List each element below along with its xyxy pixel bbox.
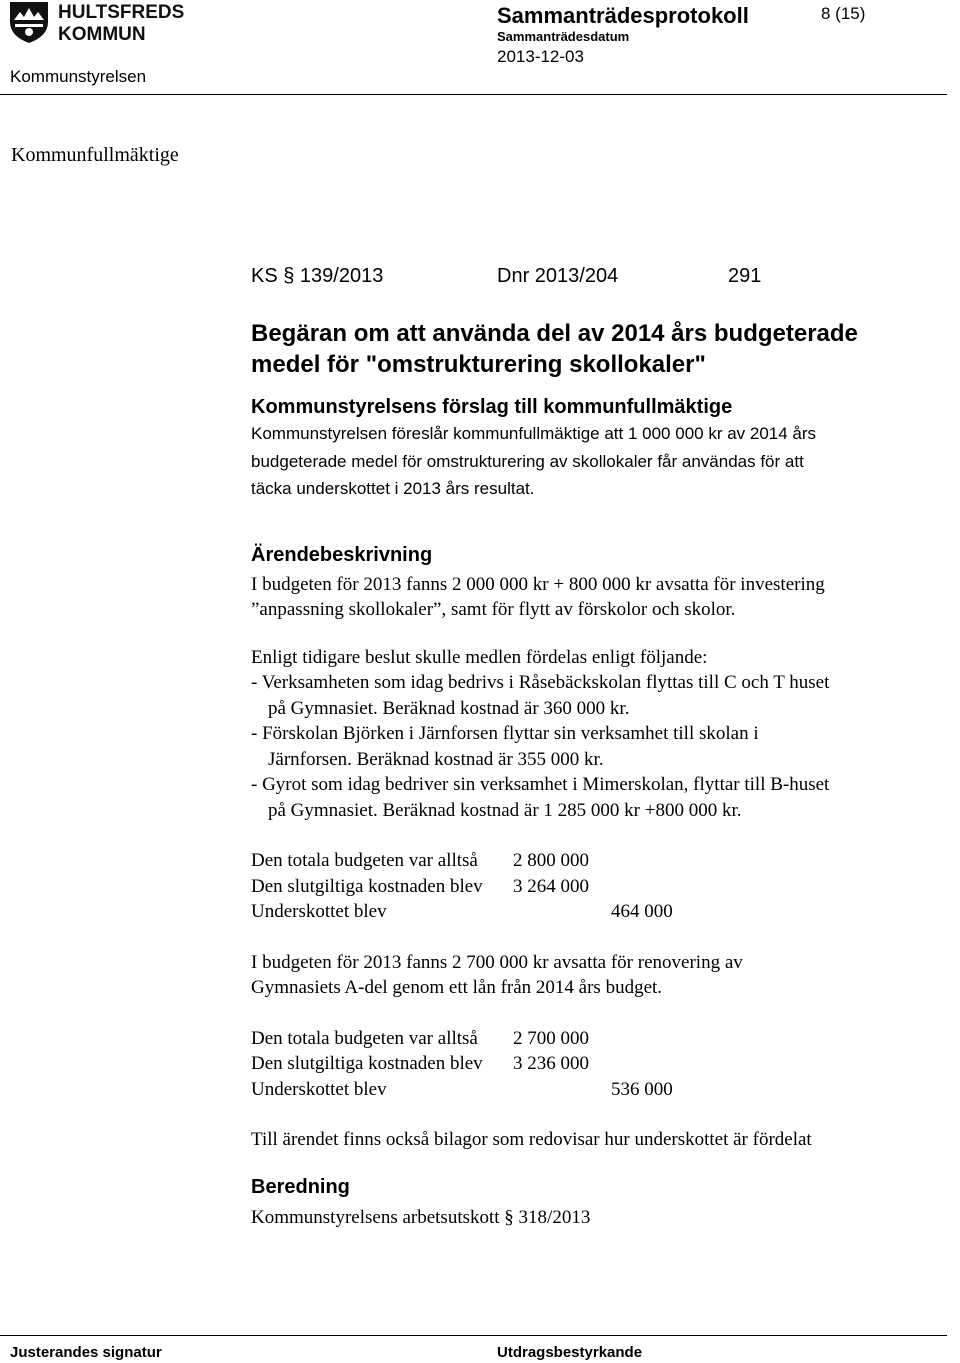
case-title: [251, 318, 941, 380]
list-item-continued: på Gymnasiet. Beräknad kostnad är 1 285 000 kr +800 000 kr.: [268, 799, 742, 821]
summary-value: 3 264 000: [513, 875, 589, 897]
description-heading: Ärendebeskrivning: [251, 543, 433, 566]
footer-divider: [0, 1335, 947, 1336]
allocation-list: [251, 645, 941, 824]
summary-value: 536 000: [611, 1078, 673, 1100]
budget-summary-1: [251, 848, 941, 925]
text-line: täcka underskottet i 2013 års resultat.: [251, 479, 535, 498]
document-body: [251, 318, 941, 1230]
summary-value: 2 700 000: [513, 1027, 589, 1049]
header-divider: [0, 94, 947, 95]
summary-value: 3 236 000: [513, 1053, 589, 1074]
budget-summary-2: [251, 1026, 941, 1103]
summary-row: [251, 1051, 941, 1077]
attachments-note: Till ärendet finns också bilagor som redovisar hur underskottet är fördelat: [251, 1129, 812, 1150]
summary-row: [251, 848, 941, 874]
text-line: Kommunstyrelsen föreslår kommunfullmäktige att 1 000 000 kr av 2014 års: [251, 424, 817, 443]
summary-value: 464 000: [611, 901, 673, 922]
list-item: - Förskolan Björken i Järnforsen flyttar sin verksamhet till skolan i: [251, 723, 759, 744]
paragraph-number: 291: [728, 265, 762, 287]
summary-row: [251, 899, 941, 925]
text-line: budgeterade medel för omstrukturering av skollokaler får användas för att: [251, 451, 804, 471]
meeting-date-label: Sammanträdesdatum: [497, 29, 630, 44]
document-title: Sammanträdesprotokoll: [497, 3, 749, 28]
org-unit: Kommunstyrelsen: [10, 67, 147, 86]
case-number: KS § 139/2013: [251, 265, 384, 287]
coat-of-arms-icon: [8, 0, 186, 44]
page-number: 8 (15): [821, 4, 866, 23]
renovation-paragraph: [251, 950, 941, 1001]
list-item: - Verksamheten som idag bedrivs i Råsebäckskolan flyttas till C och T huset: [251, 672, 830, 693]
preparation-text: Kommunstyrelsens arbetsutskott § 318/2013: [251, 1206, 591, 1228]
svg-text:KOMMUN: KOMMUN: [58, 24, 146, 44]
allocation-intro: Enligt tidigare beslut skulle medlen fördelas enligt följande:: [251, 646, 708, 668]
description-paragraph: [251, 572, 941, 623]
extract-certification-label: Utdragsbestyrkande: [497, 1344, 643, 1361]
summary-row: [251, 1077, 941, 1103]
recipient: Kommunfullmäktige: [11, 144, 179, 166]
summary-row: [251, 1026, 941, 1052]
text-line: Gymnasiets A-del genom ett lån från 2014 års budget.: [251, 977, 663, 998]
list-item-continued: på Gymnasiet. Beräknad kostnad är 360 000 kr.: [268, 697, 630, 719]
summary-label: Den slutgiltiga kostnaden blev: [251, 1053, 483, 1074]
summary-value: 2 800 000: [513, 850, 589, 871]
signature-label: Justerandes signatur: [10, 1344, 162, 1361]
summary-row: [251, 874, 941, 900]
text-line: ”anpassning skollokaler”, samt för flytt av förskolor och skolor.: [251, 599, 736, 620]
list-item-continued: Järnforsen. Beräknad kostnad är 355 000 kr.: [268, 748, 604, 770]
text-line: I budgeten för 2013 fanns 2 000 000 kr + 800 000 kr avsatta för investering: [251, 573, 825, 595]
summary-label: Underskottet blev: [251, 1078, 387, 1100]
summary-label: Underskottet blev: [251, 901, 387, 922]
svg-text:HULTSFREDS: HULTSFREDS: [58, 2, 185, 23]
summary-label: Den totala budgeten var alltså: [251, 1027, 478, 1049]
case-title-line: medel för "omstrukturering skollokaler": [251, 351, 706, 378]
proposal-heading: Kommunstyrelsens förslag till kommunfullmäktige: [251, 396, 733, 418]
preparation-heading: Beredning: [251, 1175, 350, 1198]
text-line: I budgeten för 2013 fanns 2 700 000 kr avsatta för renovering av: [251, 951, 743, 973]
diary-number: Dnr 2013/204: [497, 265, 619, 287]
proposal-text: [251, 420, 941, 503]
municipality-logo: [8, 0, 186, 44]
summary-label: Den slutgiltiga kostnaden blev: [251, 875, 483, 897]
list-item: - Gyrot som idag bedriver sin verksamhet i Mimerskolan, flyttar till B-huset: [251, 774, 830, 795]
case-title-line: Begäran om att använda del av 2014 års budgeterade: [251, 320, 858, 347]
meeting-date: 2013-12-03: [497, 47, 584, 66]
summary-label: Den totala budgeten var alltså: [251, 850, 478, 871]
